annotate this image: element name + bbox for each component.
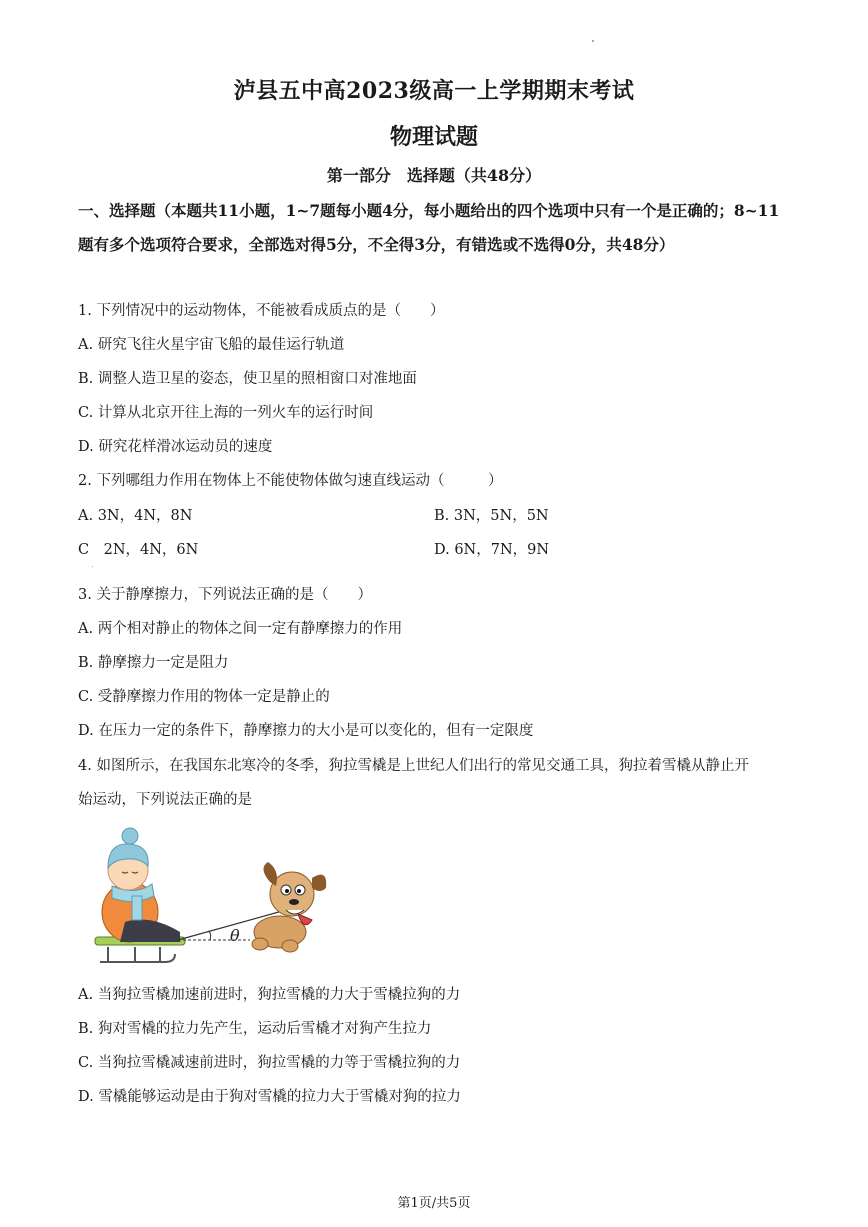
question-1-option-d: D. 研究花样滑冰运动员的速度 — [78, 439, 273, 455]
question-3-option-d: D. 在压力一定的条件下，静摩擦力的大小是可以变化的，但有一定限度 — [78, 723, 534, 739]
page-number: 第1页/共5页 — [397, 1196, 471, 1211]
question-4-stem-line-2: 始运动，下列说法正确的是 — [78, 792, 252, 808]
question-4-stem-line-1: 4. 如图所示，在我国东北寒冷的冬季，狗拉雪橇是上世纪人们出行的常见交通工具，狗拉着雪橇从静止开 — [78, 758, 749, 774]
dog-sled-figure — [90, 822, 335, 972]
dog — [252, 862, 326, 952]
angle-label: θ — [230, 926, 240, 945]
sled — [100, 947, 175, 962]
hat-pompom — [122, 828, 138, 844]
scan-speck — [92, 566, 93, 567]
question-3-option-a: A. 两个相对静止的物体之间一定有静摩擦力的作用 — [78, 621, 403, 637]
question-4-option-a: A. 当狗拉雪橇加速前进时，狗拉雪橇的力大于雪橇拉狗的力 — [78, 987, 461, 1003]
angle-arc — [208, 931, 211, 940]
section-heading: 一、选择题（本题共11小题，1~7题每小题4分，每小题给出的四个选项中只有一个是正确的；8~11题有多个选项符合要求，全部选对得5分，不全得3分，有错选或不选得0分，共48分） — [78, 201, 780, 254]
question-3-option-b: B. 静摩擦力一定是阻力 — [78, 655, 229, 671]
question-2-option-d: D. 6N，7N，9N — [434, 542, 550, 558]
question-1-option-a: A. 研究飞往火星宇宙飞船的最佳运行轨道 — [78, 337, 345, 353]
question-4-option-c: C. 当狗拉雪橇减速前进时，狗拉雪橇的力等于雪橇拉狗的力 — [78, 1055, 461, 1071]
scan-speck — [592, 40, 594, 42]
question-1-stem: 1. 下列情况中的运动物体，不能被看成质点的是（ ） — [78, 303, 445, 319]
question-2-stem: 2. 下列哪组力作用在物体上不能使物体做匀速直线运动（ ） — [78, 473, 503, 489]
question-4-option-d: D. 雪橇能够运动是由于狗对雪橇的拉力大于雪橇对狗的拉力 — [78, 1089, 461, 1105]
question-4-option-b: B. 狗对雪橇的拉力先产生，运动后雪橇才对狗产生拉力 — [78, 1021, 432, 1037]
question-1-option-b: B. 调整人造卫星的姿态，使卫星的照相窗口对准地面 — [78, 371, 417, 387]
question-2-option-c: C 2N，4N，6N — [78, 542, 199, 558]
question-3-stem: 3. 关于静摩擦力，下列说法正确的是（ ） — [78, 587, 372, 603]
question-2-option-b: B. 3N，5N，5N — [434, 508, 549, 524]
child-legs — [120, 920, 180, 942]
part-title: 第一部分 选择题（共48分） — [326, 166, 542, 185]
question-1-option-c: C. 计算从北京开往上海的一列火车的运行时间 — [78, 405, 374, 421]
question-2-option-a: A. 3N，4N，8N — [78, 508, 193, 524]
subject-title: 物理试题 — [389, 124, 478, 150]
question-3-option-c: C. 受静摩擦力作用的物体一定是静止的 — [78, 689, 330, 705]
exam-title: 泸县五中高2023级高一上学期期末考试 — [233, 78, 635, 104]
scarf-tail — [132, 896, 142, 920]
